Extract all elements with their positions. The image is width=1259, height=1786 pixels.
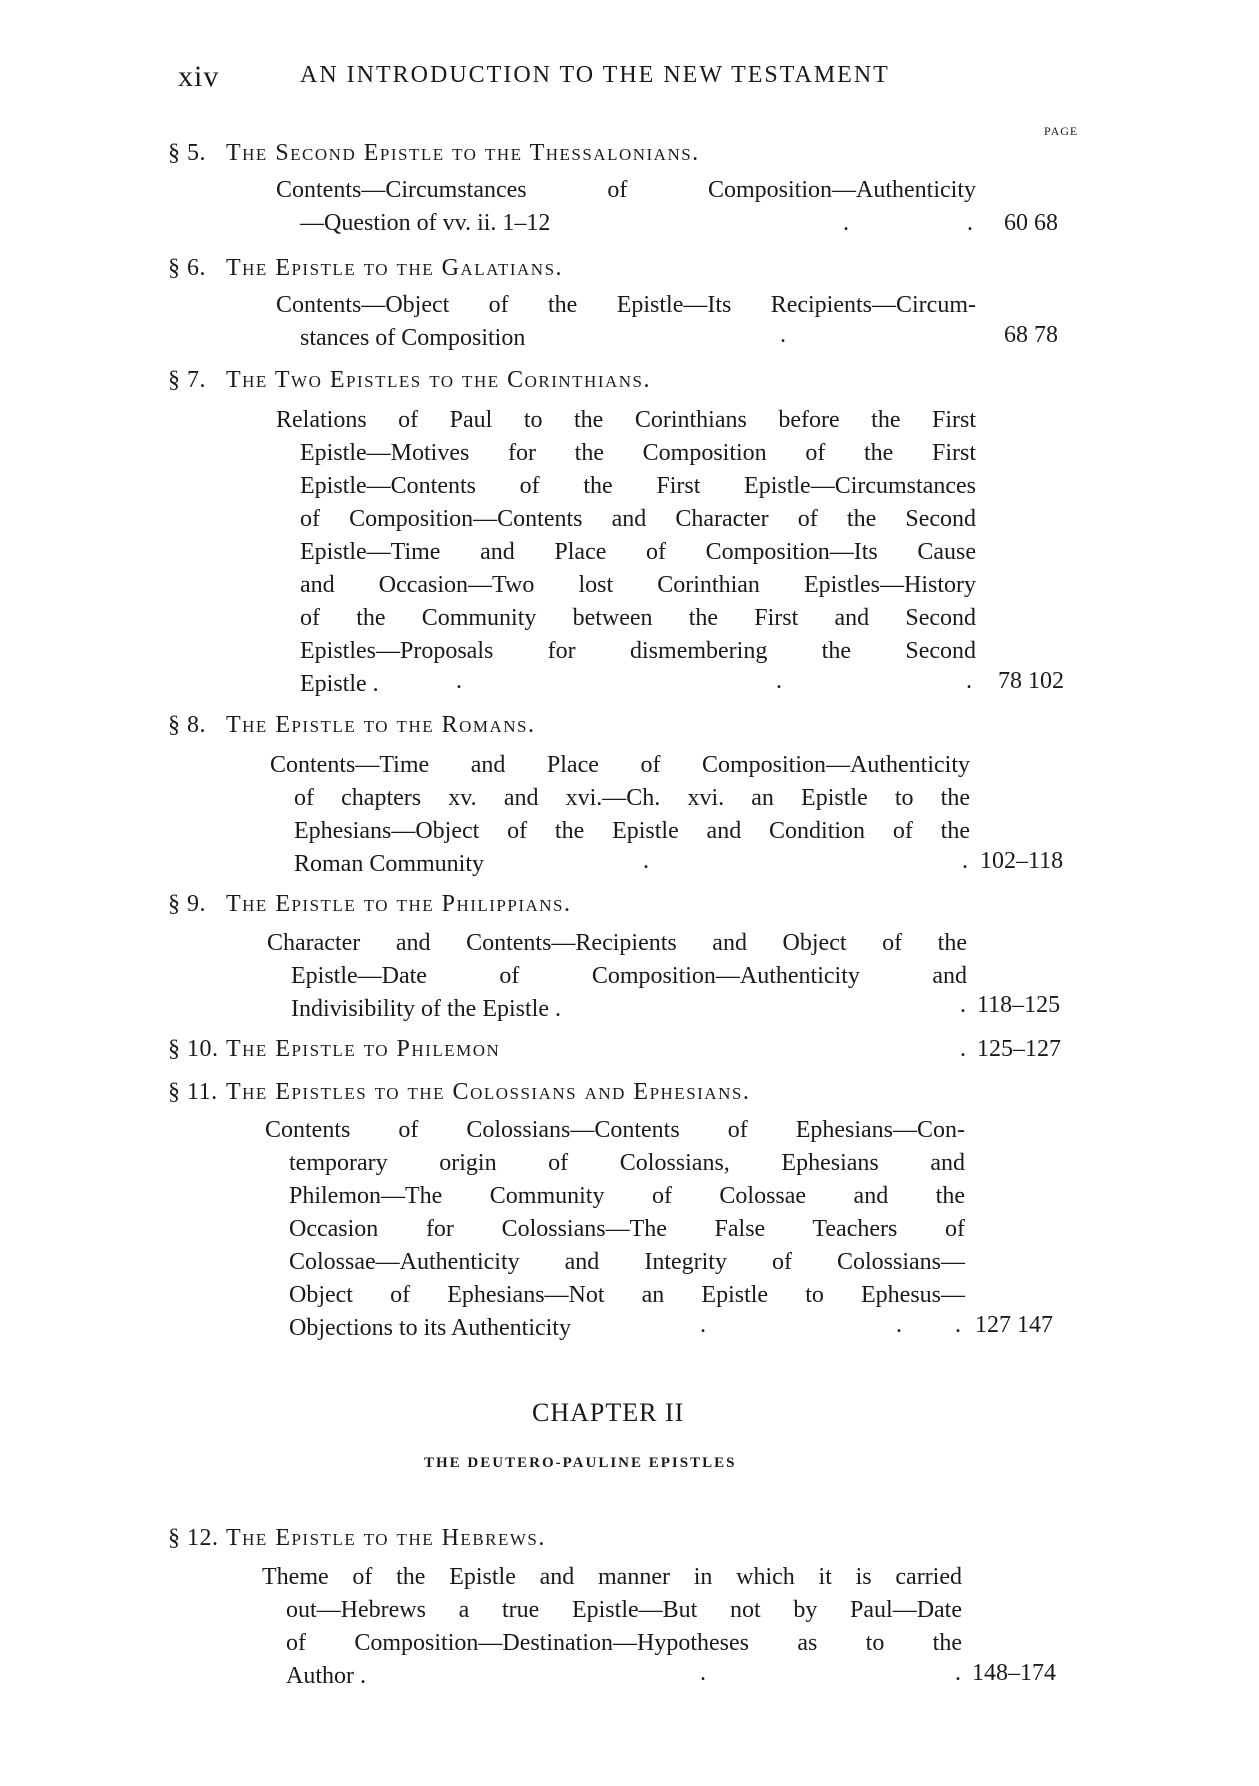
section-summary bbox=[276, 174, 976, 240]
dot-leader: . bbox=[967, 210, 973, 236]
section-title: The Epistles to the Colossians and Ephesians. bbox=[226, 1079, 751, 1105]
section-title: The Epistle to the Galatians. bbox=[226, 255, 564, 281]
section-summary bbox=[270, 749, 970, 881]
section-heading bbox=[168, 255, 563, 282]
summary-line: Epistles—Proposals for dismembering the Second bbox=[300, 638, 976, 664]
section-heading bbox=[168, 1525, 546, 1552]
section-title: The Two Epistles to the Corinthians. bbox=[226, 367, 651, 393]
section-number: § 5. bbox=[168, 140, 206, 166]
summary-line: Epistle—Date of Composition—Authenticity and bbox=[291, 963, 967, 989]
summary-line: temporary origin of Colossians, Ephesians and bbox=[289, 1150, 965, 1176]
dot-leader: . bbox=[960, 992, 966, 1018]
page-range: 127 147 bbox=[975, 1312, 1053, 1338]
summary-line: Indivisibility of the Epistle . bbox=[291, 996, 561, 1022]
summary-line: Contents—Time and Place of Composition—Authenticity bbox=[270, 752, 970, 778]
section-number: § 7. bbox=[168, 367, 206, 393]
section-number: § 10. bbox=[168, 1036, 219, 1062]
summary-line: Author . bbox=[286, 1663, 366, 1689]
summary-line: stances of Composition bbox=[300, 325, 526, 351]
summary-line: Epistle . bbox=[300, 671, 379, 697]
section-summary bbox=[267, 927, 967, 1026]
section-number: § 8. bbox=[168, 712, 206, 738]
summary-line: Objections to its Authenticity bbox=[289, 1315, 571, 1341]
dot-leader: . bbox=[962, 848, 968, 874]
dot-leader: . bbox=[780, 322, 786, 348]
dot-leader: . bbox=[843, 210, 849, 236]
section-title: The Epistle to the Philippians. bbox=[226, 891, 572, 917]
summary-line: Theme of the Epistle and manner in which it is carried bbox=[262, 1564, 962, 1590]
summary-line: Philemon—The Community of Colossae and the bbox=[289, 1183, 965, 1209]
summary-line: Roman Community bbox=[294, 851, 485, 877]
section-title: The Epistle to Philemon bbox=[226, 1036, 501, 1062]
section-title: The Epistle to the Romans. bbox=[226, 712, 536, 738]
dot-leader: . bbox=[776, 668, 782, 694]
summary-line: of Composition—Destination—Hypotheses as to the bbox=[286, 1630, 962, 1656]
section-heading bbox=[168, 891, 572, 918]
dot-leader: . bbox=[643, 848, 649, 874]
dot-leader: . bbox=[700, 1312, 706, 1338]
summary-line: —Question of vv. ii. 1–12 bbox=[300, 210, 551, 236]
dot-leader: . bbox=[960, 1036, 966, 1062]
dot-leader: . bbox=[456, 668, 462, 694]
summary-line: Ephesians—Object of the Epistle and Condition of the bbox=[294, 818, 970, 844]
summary-line: and Occasion—Two lost Corinthian Epistles—History bbox=[300, 572, 976, 598]
page-column-label: PAGE bbox=[1044, 124, 1079, 138]
section-title: The Second Epistle to the Thessalonians. bbox=[226, 140, 700, 166]
page-range: 68 78 bbox=[1004, 322, 1058, 348]
summary-line: Object of Ephesians—Not an Epistle to Ephesus— bbox=[289, 1282, 965, 1308]
summary-line: out—Hebrews a true Epistle—But not by Paul—Date bbox=[286, 1597, 962, 1623]
section-number: § 12. bbox=[168, 1525, 219, 1551]
summary-line: of chapters xv. and xvi.—Ch. xvi. an Epistle to the bbox=[294, 785, 970, 811]
section-heading bbox=[168, 1079, 750, 1106]
summary-line: Occasion for Colossians—The False Teachers of bbox=[289, 1216, 965, 1242]
summary-line: of the Community between the First and Second bbox=[300, 605, 976, 631]
page-range: 102–118 bbox=[980, 848, 1064, 874]
summary-line: Contents—Circumstances of Composition—Authenticity bbox=[276, 177, 976, 203]
summary-line: Epistle—Motives for the Composition of the First bbox=[300, 440, 976, 466]
summary-line: Character and Contents—Recipients and Object of the bbox=[267, 930, 967, 956]
chapter-title: CHAPTER II bbox=[532, 1398, 685, 1427]
chapter-subtitle: THE DEUTERO-PAULINE EPISTLES bbox=[424, 1455, 737, 1471]
summary-line: Epistle—Contents of the First Epistle—Circumstances bbox=[300, 473, 976, 499]
section-heading bbox=[168, 367, 651, 394]
section-number: § 9. bbox=[168, 891, 206, 917]
section-summary bbox=[262, 1561, 962, 1693]
dot-leader: . bbox=[700, 1660, 706, 1686]
page-range: 118–125 bbox=[977, 992, 1061, 1018]
page-range: 148–174 bbox=[972, 1660, 1056, 1686]
section-heading bbox=[168, 1036, 500, 1063]
summary-line: Colossae—Authenticity and Integrity of Colossians— bbox=[289, 1249, 965, 1275]
summary-line: of Composition—Contents and Character of the Second bbox=[300, 506, 976, 532]
section-number: § 11. bbox=[168, 1079, 218, 1105]
page-range: 78 102 bbox=[998, 668, 1064, 694]
section-title: The Epistle to the Hebrews. bbox=[226, 1525, 546, 1551]
running-title: AN INTRODUCTION TO THE NEW TESTAMENT bbox=[300, 62, 890, 88]
dot-leader: . bbox=[966, 668, 972, 694]
page-range: 125–127 bbox=[977, 1036, 1061, 1062]
summary-line: Epistle—Time and Place of Composition—Its Cause bbox=[300, 539, 976, 565]
summary-line: Contents of Colossians—Contents of Ephesians—Con- bbox=[265, 1117, 965, 1143]
section-heading bbox=[168, 712, 536, 739]
dot-leader: . bbox=[955, 1312, 961, 1338]
page-number: xiv bbox=[178, 60, 220, 93]
summary-line: Relations of Paul to the Corinthians before the First bbox=[276, 407, 976, 433]
section-heading bbox=[168, 140, 700, 167]
section-number: § 6. bbox=[168, 255, 206, 281]
dot-leader: . bbox=[955, 1660, 961, 1686]
running-header bbox=[178, 60, 890, 94]
page-range: 60 68 bbox=[1004, 210, 1058, 236]
summary-line: Contents—Object of the Epistle—Its Recipients—Circum- bbox=[276, 292, 976, 318]
section-summary bbox=[276, 404, 976, 701]
dot-leader: . bbox=[896, 1312, 902, 1338]
section-summary bbox=[276, 289, 976, 355]
section-summary bbox=[265, 1114, 965, 1345]
